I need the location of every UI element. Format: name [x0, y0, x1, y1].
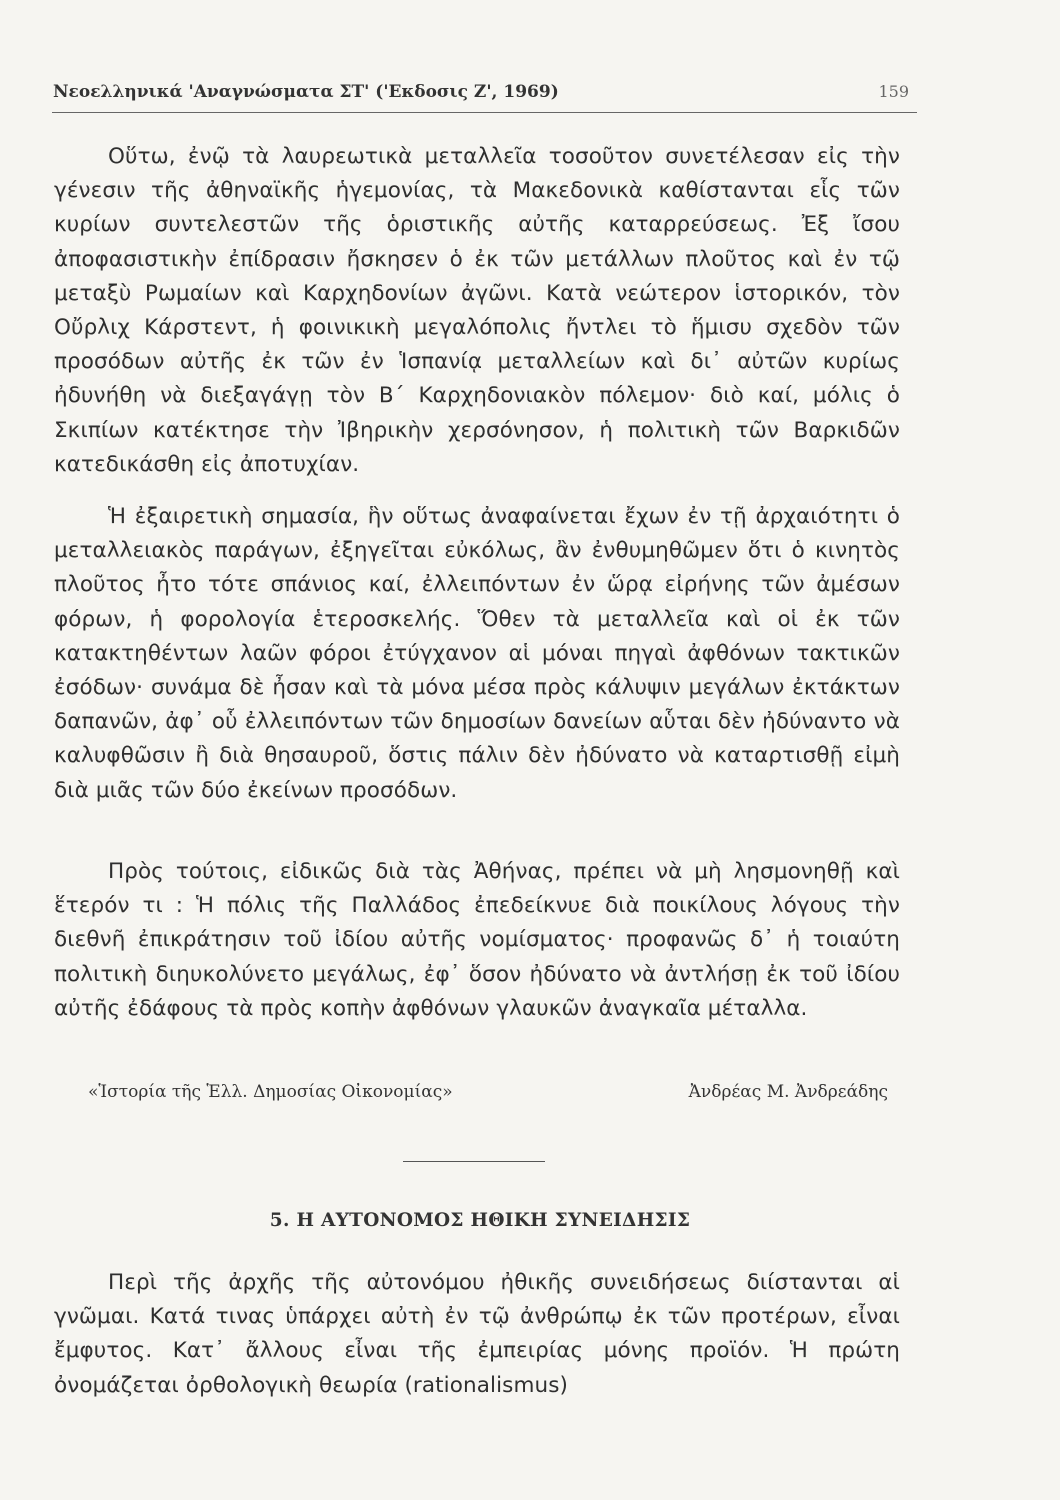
running-title: Νεοελληνικά 'Αναγνώσματα ΣΤ' ('Εκδοσις Ζ', 1969) [53, 82, 559, 102]
body-paragraph-2: Ἡ ἐξαιρετικὴ σημασία, ἣν οὕτως ἀναφαίνεται ἔχων ἐν τῇ ἀρχαιότητι ὁ μεταλλειακὸς παράγων, ἐξηγεῖται εὐκόλως, ἂν ἐνθυμηθῶμεν ὅτι ὁ κινητὸς πλοῦτος ἦτο τότε σπάνιος καί, ἐλλειπόντων ἐν ὥρᾳ εἰρήνης τῶν ἀμέσων φόρων, ἡ φορολογία ἑτεροσκελής. Ὅθεν τὰ μεταλλεῖα καὶ οἱ ἐκ τῶν κατακτηθέντων λαῶν φόροι ἐτύγχανον αἱ μόναι πηγαὶ ἀφθόνων τακτικῶν ἐσόδων· συνάμα δὲ ἦσαν καὶ τὰ μόνα μέσα πρὸς κάλυψιν μεγάλων ἐκτάκτων δαπανῶν, ἀφ᾽ οὗ ἐλλειπόντων τῶν δημοσίων δανείων αὗται δὲν ἠδύναντο νὰ καλυφθῶσιν ἢ διὰ θησαυροῦ, ὅστις πάλιν δὲν ἠδύνατο νὰ καταρτισθῇ εἰμὴ διὰ μιᾶς τῶν δύο ἐκείνων προσόδων. [54, 504, 900, 803]
citation [88, 1082, 888, 1102]
page-number: 159 [878, 82, 909, 101]
body-paragraph-1: Οὕτω, ἐνῷ τὰ λαυρεωτικὰ μεταλλεῖα τοσοῦτον συνετέλεσαν εἰς τὴν γένεσιν τῆς ἀθηναϊκῆς ἡγεμονίας, τὰ Μακεδονικὰ καθίστανται εἷς τῶν κυρίων συντελεστῶν τῆς ὁριστικῆς αὐτῆς καταρρεύσεως. Ἐξ ἴσου ἀποφασιστικὴν ἐπίδρασιν ἤσκησεν ὁ ἐκ τῶν μετάλλων πλοῦτος καὶ ἐν τῷ μεταξὺ Ρωμαίων καὶ Καρχηδονίων ἀγῶνι. Κατὰ νεώτερον ἱστορικόν, τὸν Οὔρλιχ Κάρστεντ, ἡ φοινικικὴ μεγαλόπολις ἤντλει τὸ ἥμισυ σχεδὸν τῶν προσόδων αὐτῆς ἐκ τῶν ἐν Ἱσπανίᾳ μεταλλείων καὶ δι᾽ αὐτῶν κυρίως ἠδυνήθη νὰ διεξαγάγῃ τὸν Β΄ Καρχηδονιακὸν πόλεμον· διὸ καί, μόλις ὁ Σκιπίων κατέκτησε τὴν Ἰβηρικὴν χερσόνησον, ἡ πολιτικὴ τῶν Βαρκιδῶν κατεδικάσθη εἰς ἀποτυχίαν. [54, 144, 900, 477]
citation-author: Ἀνδρέας Μ. Ἀνδρεάδης [688, 1082, 888, 1102]
running-header [53, 82, 909, 102]
section-paragraph-1: Περὶ τῆς ἀρχῆς τῆς αὐτονόμου ἠθικῆς συνειδήσεως διίστανται αἱ γνῶμαι. Κατά τινας ὑπάρχει αὐτὴ ἐν τῷ ἀνθρώπῳ ἐκ τῶν προτέρων, εἶναι ἔμφυτος. Κατ᾽ ἄλλους εἶναι τῆς ἐμπειρίας μόνης προϊόν. Ἡ πρώτη ὀνομάζεται ὀρθολογικὴ θεωρία (rationalismus) [54, 1270, 900, 1398]
body-paragraph-3: Πρὸς τούτοις, εἰδικῶς διὰ τὰς Ἀθήνας, πρέπει νὰ μὴ λησμονηθῇ καὶ ἕτερόν τι : Ἡ πόλις τῆς Παλλάδος ἐπεδείκνυε διὰ ποικίλους λόγους τὴν διεθνῆ ἐπικράτησιν τοῦ ἰδίου αὐτῆς νομίσματος· προφανῶς δ᾽ ἡ τοιαύτη πολιτικὴ διηυκολύνετο μεγάλως, ἐφ᾽ ὅσον ἠδύνατο νὰ ἀντλήσῃ ἐκ τοῦ ἰδίου αὐτῆς ἐδάφους τὰ πρὸς κοπὴν ἀφθόνων γλαυκῶν ἀναγκαῖα μέταλλα. [54, 859, 900, 1021]
header-rule [52, 112, 917, 113]
section-divider [403, 1161, 545, 1162]
section-title: 5. Η ΑΥΤΟΝΟΜΟΣ ΗΘΙΚΗ ΣΥΝΕΙΔΗΣΙΣ [269, 1210, 691, 1231]
citation-work: «Ἱστορία τῆς Ἑλλ. Δημοσίας Οἰκονομίας» [88, 1082, 453, 1102]
